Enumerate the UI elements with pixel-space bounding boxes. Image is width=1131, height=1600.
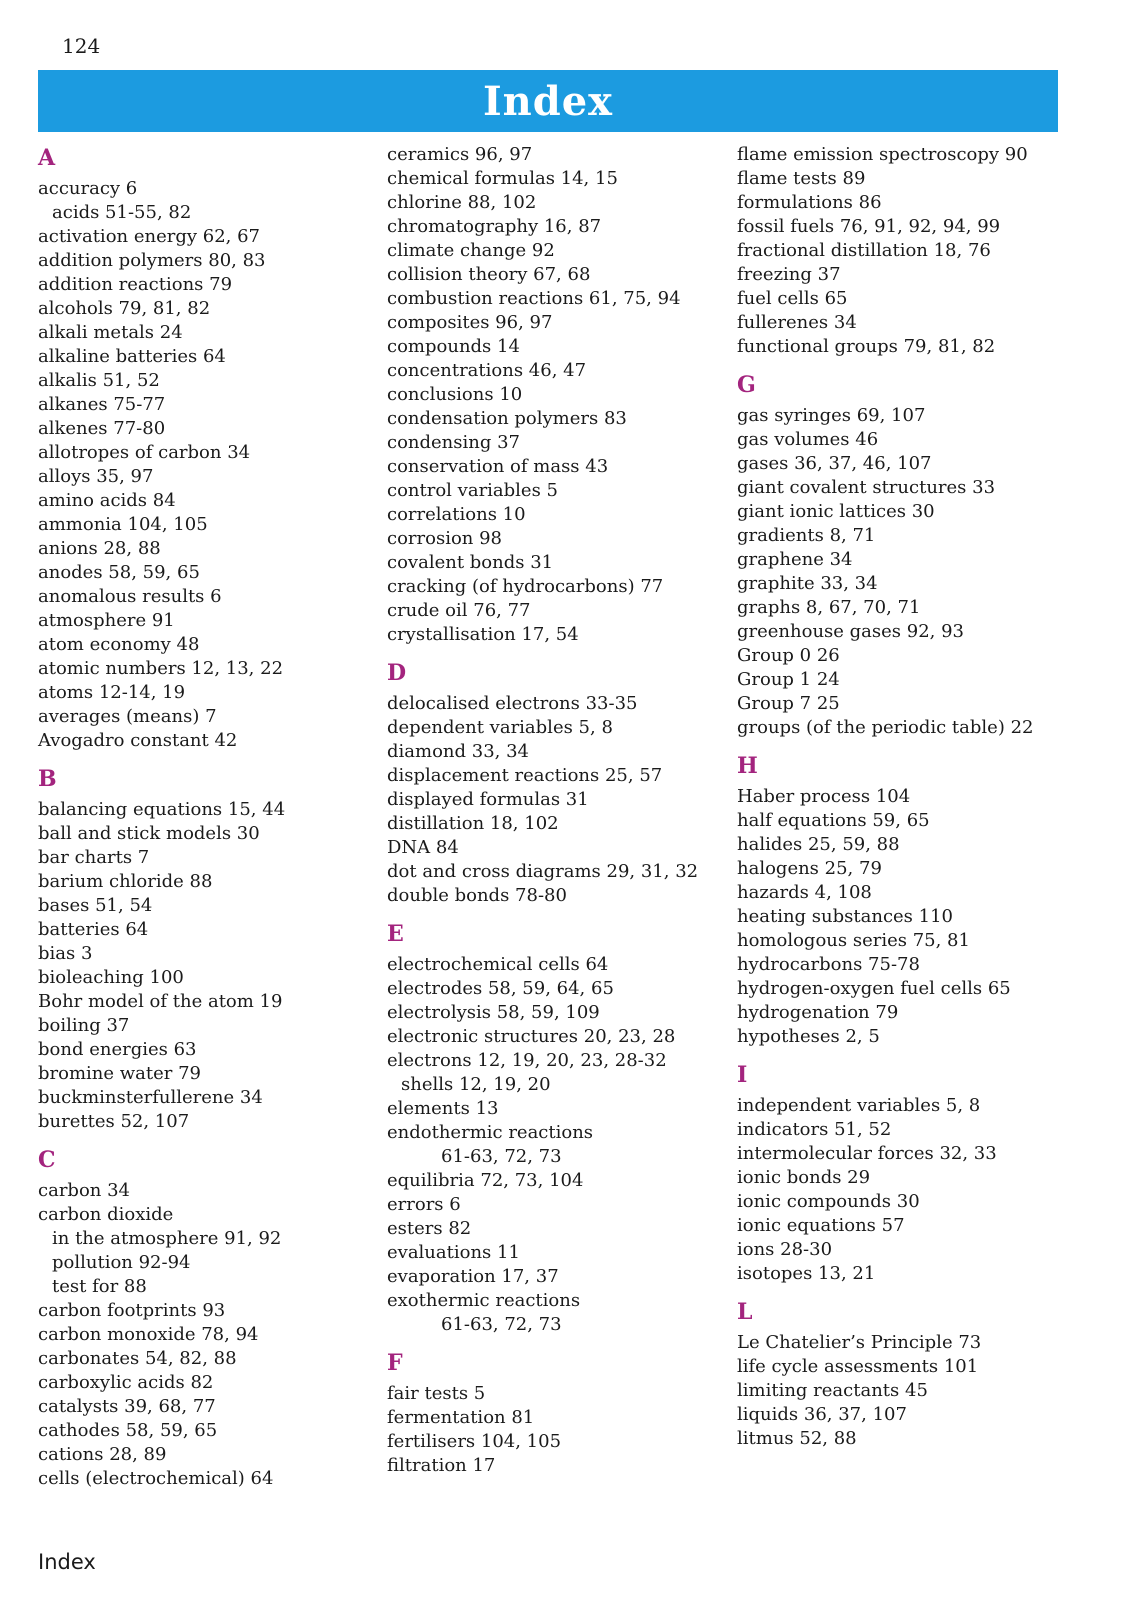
index-entry: buckminsterfullerene 34	[38, 1087, 263, 1108]
index-entry: hypotheses 2, 5	[737, 1026, 880, 1047]
index-entry: composites 96, 97	[387, 312, 553, 333]
index-entry: fuel cells 65	[737, 288, 848, 309]
index-entry: graphene 34	[737, 549, 853, 570]
title-banner	[38, 70, 1058, 132]
index-entry: graphite 33, 34	[737, 573, 878, 594]
index-entry: cathodes 58, 59, 65	[38, 1420, 218, 1441]
index-entry: ionic equations 57	[737, 1215, 905, 1236]
index-entry: endothermic reactions	[387, 1122, 594, 1143]
index-entry: electrons 12, 19, 20, 23, 28-32	[387, 1050, 667, 1071]
page-title: Index	[482, 77, 614, 125]
index-entry: bromine water 79	[38, 1063, 202, 1084]
index-entry: ball and stick models 30	[38, 823, 260, 844]
index-entry: exothermic reactions	[387, 1290, 581, 1311]
index-entry: carbon monoxide 78, 94	[38, 1324, 259, 1345]
index-subentry: 61-63, 72, 73	[441, 1146, 562, 1167]
index-entry: condensing 37	[387, 432, 521, 453]
index-entry: graphs 8, 67, 70, 71	[737, 597, 921, 618]
index-entry: alkanes 75-77	[38, 394, 166, 415]
index-entry: averages (means) 7	[38, 706, 217, 727]
index-entry: gradients 8, 71	[737, 525, 876, 546]
index-entry: amino acids 84	[38, 490, 176, 511]
index-entry: Group 0 26	[737, 645, 840, 666]
index-entry: balancing equations 15, 44	[38, 799, 286, 820]
index-entry: formulations 86	[737, 192, 882, 213]
index-entry: crude oil 76, 77	[387, 600, 531, 621]
index-entry: addition reactions 79	[38, 274, 233, 295]
page-number: 124	[62, 34, 101, 58]
index-entry: cracking (of hydrocarbons) 77	[387, 576, 664, 597]
index-entry: burettes 52, 107	[38, 1111, 190, 1132]
index-entry: carbonates 54, 82, 88	[38, 1348, 237, 1369]
index-entry: gases 36, 37, 46, 107	[737, 453, 932, 474]
index-entry: carboxylic acids 82	[38, 1372, 214, 1393]
index-entry: chlorine 88, 102	[387, 192, 537, 213]
index-entry: Group 1 24	[737, 669, 840, 690]
index-entry: evaluations 11	[387, 1242, 520, 1263]
index-subentry: 61-63, 72, 73	[441, 1314, 562, 1335]
index-entry: cations 28, 89	[38, 1444, 167, 1465]
index-subentry: in the atmosphere 91, 92	[52, 1228, 282, 1249]
index-entry: greenhouse gases 92, 93	[737, 621, 965, 642]
section-letter-c: C	[38, 1147, 56, 1173]
index-entry: concentrations 46, 47	[387, 360, 587, 381]
index-entry: Avogadro constant 42	[38, 730, 238, 751]
index-entry: alkali metals 24	[38, 322, 183, 343]
index-entry: ionic bonds 29	[737, 1167, 871, 1188]
index-entry: carbon 34	[38, 1180, 130, 1201]
index-entry: crystallisation 17, 54	[387, 624, 579, 645]
index-entry: dot and cross diagrams 29, 31, 32	[387, 861, 699, 882]
index-entry: carbon dioxide	[38, 1204, 174, 1225]
index-entry: life cycle assessments 101	[737, 1356, 979, 1377]
index-entry: errors 6	[387, 1194, 461, 1215]
index-entry: Haber process 104	[737, 786, 911, 807]
index-entry: DNA 84	[387, 837, 459, 858]
index-entry: gas syringes 69, 107	[737, 405, 926, 426]
index-entry: halides 25, 59, 88	[737, 834, 900, 855]
index-entry: alkenes 77-80	[38, 418, 166, 439]
index-entry: accuracy 6	[38, 178, 138, 199]
index-entry: atom economy 48	[38, 634, 200, 655]
index-entry: fertilisers 104, 105	[387, 1431, 562, 1452]
index-entry: conservation of mass 43	[387, 456, 609, 477]
index-entry: fossil fuels 76, 91, 92, 94, 99	[737, 216, 1001, 237]
index-entry: electrodes 58, 59, 64, 65	[387, 978, 614, 999]
index-entry: bioleaching 100	[38, 967, 184, 988]
section-letter-h: H	[737, 753, 758, 779]
index-entry: carbon footprints 93	[38, 1300, 226, 1321]
index-entry: electrochemical cells 64	[387, 954, 609, 975]
section-letter-e: E	[387, 921, 404, 947]
index-entry: cells (electrochemical) 64	[38, 1468, 274, 1489]
index-entry: activation energy 62, 67	[38, 226, 261, 247]
index-entry: litmus 52, 88	[737, 1428, 857, 1449]
index-entry: flame tests 89	[737, 168, 866, 189]
index-entry: liquids 36, 37, 107	[737, 1404, 907, 1425]
index-entry: fractional distillation 18, 76	[737, 240, 991, 261]
index-entry: chemical formulas 14, 15	[387, 168, 618, 189]
section-letter-b: B	[38, 766, 57, 792]
index-entry: elements 13	[387, 1098, 499, 1119]
index-entry: bar charts 7	[38, 847, 150, 868]
section-gap	[38, 753, 368, 764]
index-entry: anodes 58, 59, 65	[38, 562, 200, 583]
section-letter-a: A	[38, 145, 56, 171]
index-entry: displacement reactions 25, 57	[387, 765, 663, 786]
index-entry: barium chloride 88	[38, 871, 213, 892]
index-entry: anomalous results 6	[38, 586, 222, 607]
index-entry: alloys 35, 97	[38, 466, 154, 487]
index-entry: Bohr model of the atom 19	[38, 991, 283, 1012]
index-entry: equilibria 72, 73, 104	[387, 1170, 584, 1191]
index-entry: indicators 51, 52	[737, 1119, 892, 1140]
section-letter-l: L	[737, 1299, 753, 1325]
index-entry: hydrogenation 79	[737, 1002, 899, 1023]
index-entry: fullerenes 34	[737, 312, 857, 333]
index-entry: atoms 12-14, 19	[38, 682, 186, 703]
index-entry: bias 3	[38, 943, 93, 964]
section-gap	[387, 647, 717, 658]
section-gap	[387, 1337, 717, 1348]
index-entry: ceramics 96, 97	[387, 144, 533, 165]
section-gap	[38, 1134, 368, 1145]
index-entry: giant ionic lattices 30	[737, 501, 935, 522]
index-entry: groups (of the periodic table) 22	[737, 717, 1034, 738]
index-entry: compounds 14	[387, 336, 520, 357]
index-entry: delocalised electrons 33-35	[387, 693, 638, 714]
index-entry: control variables 5	[387, 480, 558, 501]
index-entry: homologous series 75, 81	[737, 930, 970, 951]
index-entry: fair tests 5	[387, 1383, 486, 1404]
index-entry: isotopes 13, 21	[737, 1263, 876, 1284]
index-entry: freezing 37	[737, 264, 841, 285]
index-entry: limiting reactants 45	[737, 1380, 928, 1401]
index-entry: atomic numbers 12, 13, 22	[38, 658, 284, 679]
section-letter-i: I	[737, 1062, 748, 1088]
index-entry: giant covalent structures 33	[737, 477, 996, 498]
index-entry: functional groups 79, 81, 82	[737, 336, 996, 357]
index-entry: bond energies 63	[38, 1039, 197, 1060]
footer-label: Index	[38, 1550, 96, 1574]
section-gap	[387, 908, 717, 919]
section-letter-d: D	[387, 660, 407, 686]
index-entry: Le Chatelier’s Principle 73	[737, 1332, 982, 1353]
index-entry: allotropes of carbon 34	[38, 442, 251, 463]
index-entry: displayed formulas 31	[387, 789, 589, 810]
index-entry: diamond 33, 34	[387, 741, 530, 762]
index-entry: dependent variables 5, 8	[387, 717, 613, 738]
index-entry: double bonds 78-80	[387, 885, 567, 906]
section-letter-g: G	[737, 372, 756, 398]
index-entry: anions 28, 88	[38, 538, 161, 559]
section-gap	[737, 1049, 1067, 1060]
index-entry: halogens 25, 79	[737, 858, 882, 879]
index-entry: electrolysis 58, 59, 109	[387, 1002, 600, 1023]
index-entry: flame emission spectroscopy 90	[737, 144, 1028, 165]
index-entry: esters 82	[387, 1218, 472, 1239]
index-entry: alkalis 51, 52	[38, 370, 160, 391]
index-entry: boiling 37	[38, 1015, 130, 1036]
index-entry: alkaline batteries 64	[38, 346, 226, 367]
index-entry: hydrogen-oxygen fuel cells 65	[737, 978, 1011, 999]
index-column-2	[387, 143, 717, 1478]
index-entry: evaporation 17, 37	[387, 1266, 559, 1287]
section-letter-f: F	[387, 1350, 403, 1376]
index-entry: electronic structures 20, 23, 28	[387, 1026, 676, 1047]
index-entry: ions 28-30	[737, 1239, 833, 1260]
section-gap	[737, 359, 1067, 370]
index-entry: hydrocarbons 75-78	[737, 954, 920, 975]
index-entry: fermentation 81	[387, 1407, 535, 1428]
index-entry: half equations 59, 65	[737, 810, 930, 831]
index-subentry: shells 12, 19, 20	[401, 1074, 551, 1095]
index-entry: atmosphere 91	[38, 610, 175, 631]
index-entry: alcohols 79, 81, 82	[38, 298, 211, 319]
section-gap	[737, 1286, 1067, 1297]
index-entry: gas volumes 46	[737, 429, 879, 450]
index-entry: heating substances 110	[737, 906, 953, 927]
index-column-3	[737, 143, 1067, 1451]
index-entry: distillation 18, 102	[387, 813, 559, 834]
index-entry: hazards 4, 108	[737, 882, 872, 903]
index-entry: filtration 17	[387, 1455, 496, 1476]
index-subentry: pollution 92-94	[52, 1252, 191, 1273]
index-subentry: acids 51-55, 82	[52, 202, 192, 223]
index-entry: climate change 92	[387, 240, 555, 261]
index-entry: correlations 10	[387, 504, 526, 525]
index-column-1	[38, 143, 368, 1491]
index-entry: batteries 64	[38, 919, 149, 940]
index-entry: addition polymers 80, 83	[38, 250, 266, 271]
index-entry: conclusions 10	[387, 384, 523, 405]
index-entry: covalent bonds 31	[387, 552, 554, 573]
index-entry: corrosion 98	[387, 528, 503, 549]
index-entry: ammonia 104, 105	[38, 514, 208, 535]
index-entry: bases 51, 54	[38, 895, 153, 916]
index-subentry: test for 88	[52, 1276, 147, 1297]
index-entry: ionic compounds 30	[737, 1191, 920, 1212]
index-entry: chromatography 16, 87	[387, 216, 602, 237]
section-gap	[737, 740, 1067, 751]
index-entry: intermolecular forces 32, 33	[737, 1143, 997, 1164]
index-entry: condensation polymers 83	[387, 408, 627, 429]
index-entry: Group 7 25	[737, 693, 840, 714]
index-entry: collision theory 67, 68	[387, 264, 591, 285]
index-entry: independent variables 5, 8	[737, 1095, 981, 1116]
index-entry: combustion reactions 61, 75, 94	[387, 288, 681, 309]
index-entry: catalysts 39, 68, 77	[38, 1396, 216, 1417]
